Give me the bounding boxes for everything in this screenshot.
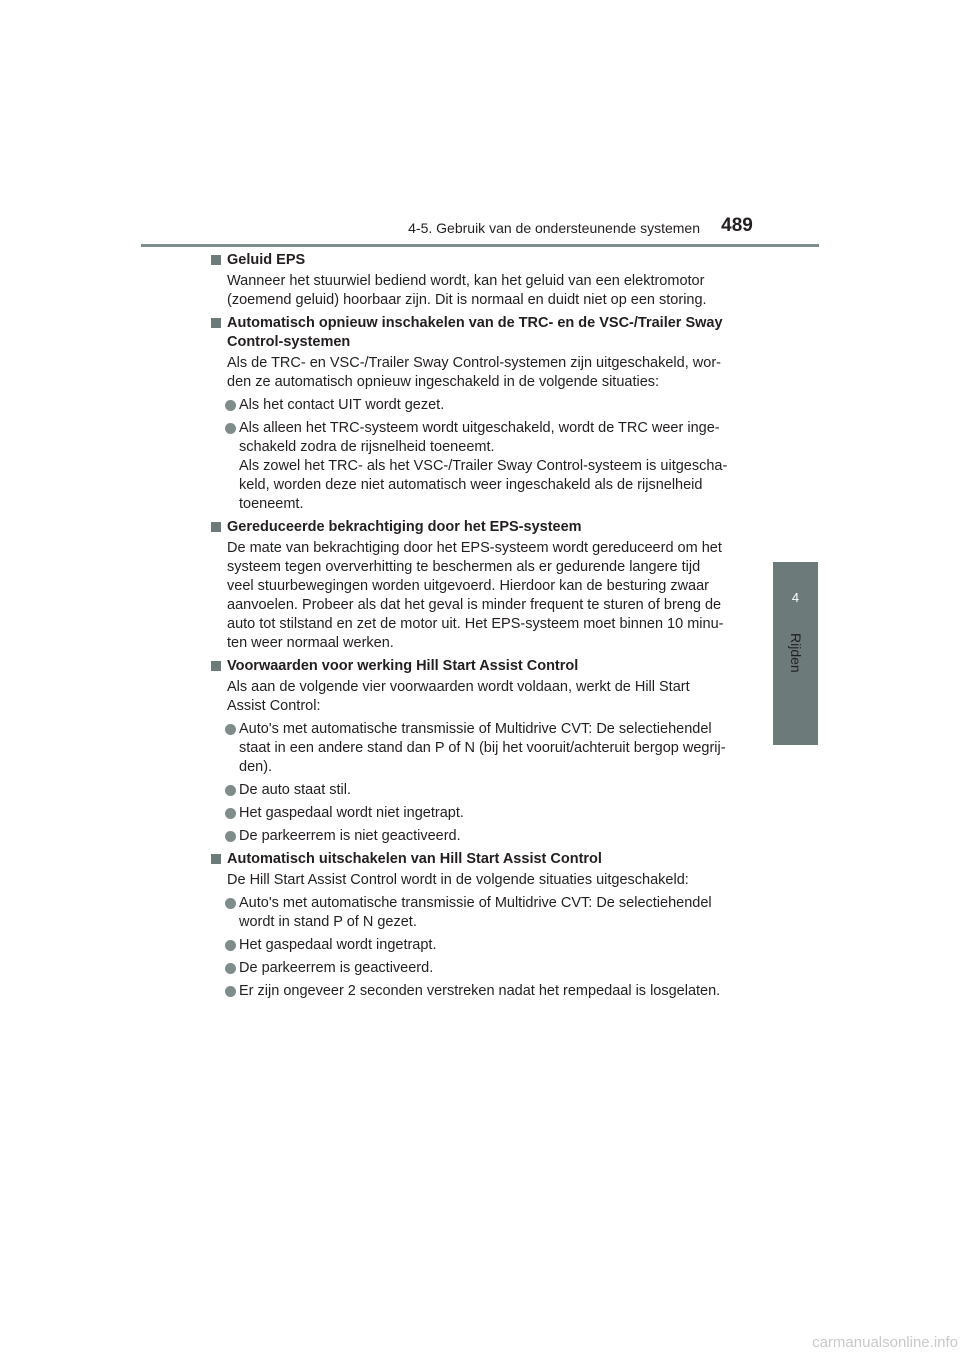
section-title-text: Geluid EPS [227, 252, 306, 268]
paragraph [210, 272, 750, 310]
paragraph-line: auto tot stilstand en zet de motor uit. Het EPS-systeem moet binnen 10 minu- [227, 616, 724, 632]
circle-bullet-icon [225, 724, 236, 735]
list-item-line: De auto staat stil. [239, 782, 352, 798]
list-item [210, 959, 750, 978]
watermark: carmanualsonline.info [812, 1334, 958, 1351]
circle-bullet-icon [225, 785, 236, 796]
chapter-tab-label: Rijden [788, 633, 804, 673]
paragraph [210, 539, 750, 653]
list-item-line: wordt in stand P of N gezet. [239, 914, 417, 930]
section [210, 251, 750, 310]
section [210, 314, 750, 514]
section [210, 657, 750, 846]
section [210, 518, 750, 653]
paragraph-line: systeem tegen oververhitting te beschermen als er gedurende langere tijd [227, 559, 701, 575]
circle-bullet-icon [225, 831, 236, 842]
circle-bullet-icon [225, 898, 236, 909]
paragraph-line: den ze automatisch opnieuw ingeschakeld in de volgende situaties: [227, 374, 660, 390]
list-item-line: De parkeerrem is niet geactiveerd. [239, 828, 461, 844]
list-item-line: staat in een andere stand dan P of N (bij het vooruit/achteruit bergop wegrij- [239, 740, 726, 756]
circle-bullet-icon [225, 986, 236, 997]
list-item [210, 982, 750, 1001]
list-item [210, 804, 750, 823]
list-item-line: den). [239, 759, 273, 775]
header-section-title: 4-5. Gebruik van de ondersteunende systemen [408, 220, 700, 236]
square-bullet-icon [211, 661, 221, 671]
list-item-line: keld, worden deze niet automatisch weer ingeschakeld als de rijsnelheid [239, 477, 703, 493]
section-title-text: Automatisch opnieuw inschakelen van de TRC- en de VSC-/Trailer Sway Control-systemen [227, 315, 723, 350]
paragraph-line: Wanneer het stuurwiel bediend wordt, kan het geluid van een elektromotor [227, 273, 705, 289]
section-title-text: Gereduceerde bekrachtiging door het EPS-systeem [227, 519, 582, 535]
page-number: 489 [721, 215, 753, 236]
circle-bullet-icon [225, 808, 236, 819]
header-rule [141, 244, 819, 247]
section-title [210, 314, 750, 352]
circle-bullet-icon [225, 400, 236, 411]
list-item-line: Auto's met automatische transmissie of Multidrive CVT: De selectiehendel [239, 721, 712, 737]
square-bullet-icon [211, 854, 221, 864]
list-item [210, 396, 750, 415]
paragraph [210, 871, 750, 890]
square-bullet-icon [211, 318, 221, 328]
list-item-line: Als zowel het TRC- als het VSC-/Trailer Sway Control-systeem is uitgescha- [239, 458, 728, 474]
list-item-line: De parkeerrem is geactiveerd. [239, 960, 434, 976]
paragraph-line: Assist Control: [227, 698, 321, 714]
list-item [210, 720, 750, 777]
section-title [210, 251, 750, 270]
paragraph-line: De mate van bekrachtiging door het EPS-systeem wordt gereduceerd om het [227, 540, 722, 556]
circle-bullet-icon [225, 963, 236, 974]
section-title [210, 518, 750, 537]
list-item-line: toeneemt. [239, 496, 304, 512]
paragraph-line: De Hill Start Assist Control wordt in de volgende situaties uitgeschakeld: [227, 872, 689, 888]
list-item [210, 781, 750, 800]
paragraph-line: veel stuurbewegingen worden uitgevoerd. Hierdoor kan de besturing zwaar [227, 578, 710, 594]
list-item-line: Er zijn ongeveer 2 seconden verstreken nadat het rempedaal is losgelaten. [239, 983, 721, 999]
paragraph-line: Als de TRC- en VSC-/Trailer Sway Control-systemen zijn uitgeschakeld, wor- [227, 355, 721, 371]
list-item-line: Het gaspedaal wordt ingetrapt. [239, 937, 437, 953]
section-title [210, 657, 750, 676]
list-item [210, 419, 750, 514]
list-item-line: Het gaspedaal wordt niet ingetrapt. [239, 805, 464, 821]
square-bullet-icon [211, 255, 221, 265]
circle-bullet-icon [225, 423, 236, 434]
paragraph [210, 354, 750, 392]
list-item [210, 894, 750, 932]
list-item-line: schakeld zodra de rijsnelheid toeneemt. [239, 439, 495, 455]
paragraph-line: aanvoelen. Probeer als dat het geval is minder frequent te sturen of breng de [227, 597, 722, 613]
list-item-line: Als alleen het TRC-systeem wordt uitgeschakeld, wordt de TRC weer inge- [239, 420, 720, 436]
list-item-line: Auto's met automatische transmissie of Multidrive CVT: De selectiehendel [239, 895, 712, 911]
paragraph-line: ten weer normaal werken. [227, 635, 394, 651]
paragraph-line: (zoemend geluid) hoorbaar zijn. Dit is normaal en duidt niet op een storing. [227, 292, 707, 308]
section-title [210, 850, 750, 869]
section-title-text: Voorwaarden voor werking Hill Start Assist Control [227, 658, 579, 674]
paragraph [210, 678, 750, 716]
section [210, 850, 750, 1001]
page-content [210, 251, 750, 1005]
square-bullet-icon [211, 522, 221, 532]
section-title-text: Automatisch uitschakelen van Hill Start Assist Control [227, 851, 602, 867]
list-item-line: Als het contact UIT wordt gezet. [239, 397, 445, 413]
paragraph-line: Als aan de volgende vier voorwaarden wordt voldaan, werkt de Hill Start [227, 679, 690, 695]
chapter-tab-number: 4 [791, 590, 800, 605]
list-item [210, 936, 750, 955]
list-item [210, 827, 750, 846]
circle-bullet-icon [225, 940, 236, 951]
